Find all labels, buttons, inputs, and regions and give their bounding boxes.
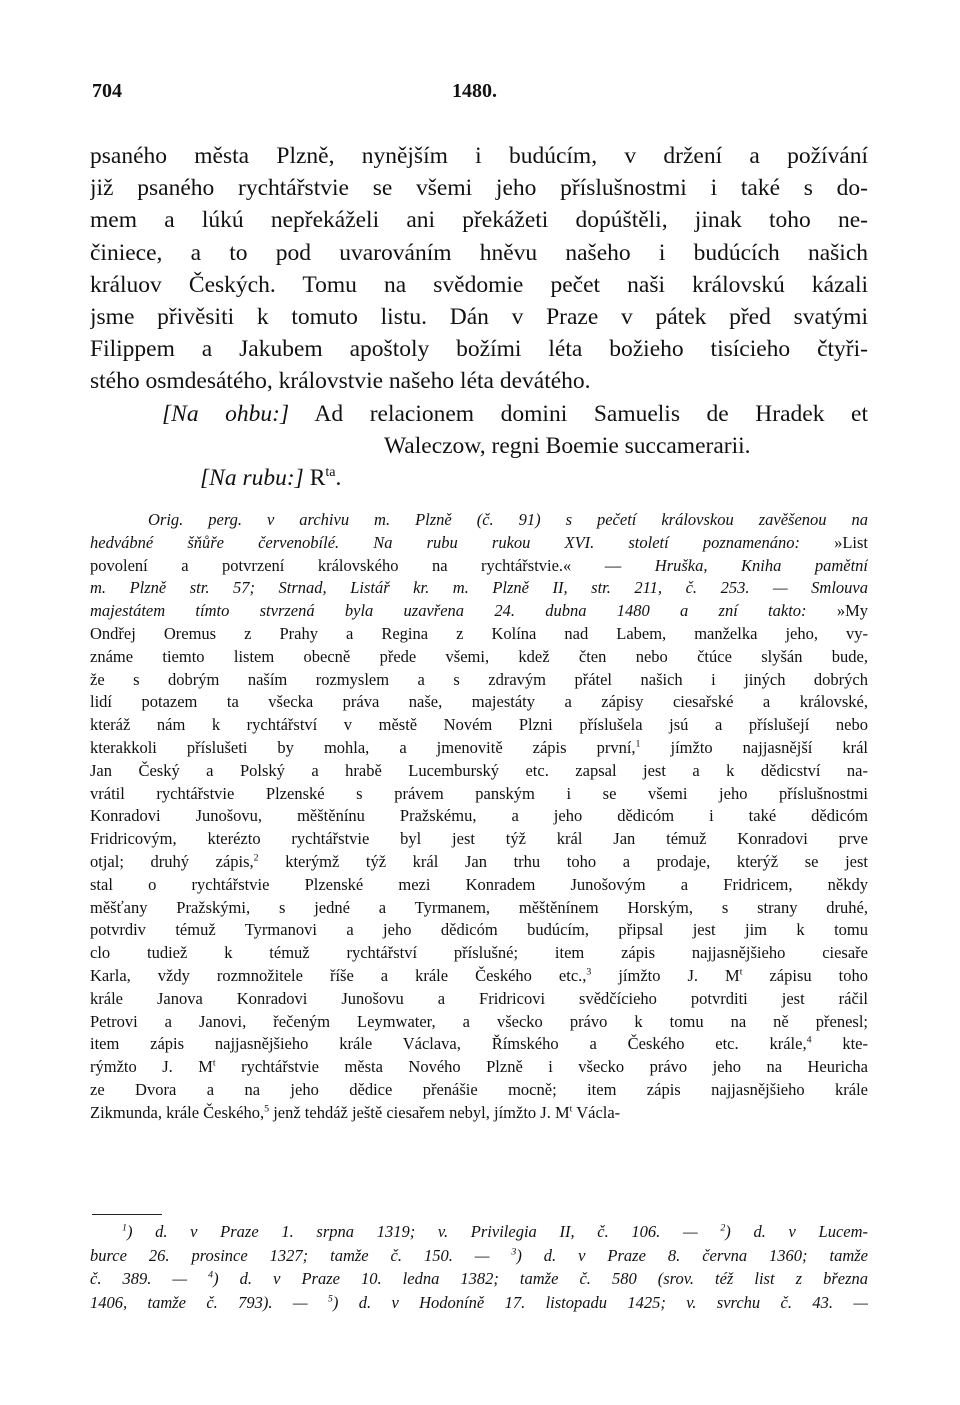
registration-line xyxy=(200,462,868,494)
note-line: Jan Český a Polský a hrabě Lucemburský etc. zapsal jest a k dědicství na- xyxy=(90,760,868,780)
registration-label: [Na rubu:] xyxy=(200,464,304,491)
note-line: ze Dvora a na jeho dědice přenášie mocně; item zápis najjasnějšieho krále xyxy=(90,1079,868,1099)
note-text: jímžto najjasnější král xyxy=(640,737,868,757)
footnote-line xyxy=(90,1244,868,1268)
note-text: rychtářstvie města Nového Plzně i všecko právo jeho na Heuricha xyxy=(215,1057,868,1077)
note-line xyxy=(90,555,868,578)
note-text: »My xyxy=(806,601,868,621)
note-text: zápisu toho xyxy=(742,965,868,985)
note-italic: m. Plzně str. 57; Strnad, Listář kr. m. Plzně II, str. 211, č. 253. — Smlouva xyxy=(90,578,868,598)
note-line: vrátil rychtářstvie Plzenské s právem panským i se všemi jeho příslušnostmi xyxy=(90,783,868,803)
text-line: králuov Českých. Tomu na svědomie pečet naši královskú kázali xyxy=(90,271,868,298)
note-line: krále Janova Konradovi Junošovu a Fridricovi svědčícieho potvrditi jest ráčil xyxy=(90,988,868,1008)
note-text: kterýmž týž král Jan trhu toho a prodaje, kterýž se jest xyxy=(258,851,868,871)
note-text: jenž tehdáž ještě ciesařem nebyl, jímžto J. M xyxy=(269,1102,570,1122)
note-line: že s dobrým naším rozmyslem a s zdravým přátel našich i jiných dobrých xyxy=(90,669,868,689)
note-text: »List xyxy=(799,532,868,552)
text-line: činiece, a to pod uvarováním hněvu našeho i budúcích našich xyxy=(90,239,868,266)
registration-mark: R xyxy=(309,464,326,491)
note-line xyxy=(90,600,868,623)
note-line: Ondřej Oremus z Prahy a Regina z Kolína nad Labem, manželka jeho, vy- xyxy=(90,623,868,643)
note-line xyxy=(90,851,868,874)
note-line: známe tiemto listem obecně přede všemi, kdež čten nebo čtúce slyšán bude, xyxy=(90,646,868,666)
note-text: item zápis najjasnějšieho krále Václava, Římského a Českého etc. krále, xyxy=(90,1034,807,1054)
footnote-marker: 1 xyxy=(122,1222,127,1234)
text-line: Filippem a Jakubem apoštoly božími léta božieho tisícieho čtyři- xyxy=(90,336,868,363)
note-text: otjal; druhý zápis, xyxy=(90,851,254,871)
note-text: rýmžto J. M xyxy=(90,1057,213,1077)
note-text: Zikmunda, krále Českého, xyxy=(90,1102,265,1122)
footnote-marker: 3 xyxy=(511,1246,517,1258)
note-line xyxy=(90,737,868,760)
abbrev-sup: t xyxy=(212,1057,216,1069)
note-line xyxy=(90,532,868,555)
note-text: kte- xyxy=(811,1034,868,1054)
registration-sup: ta xyxy=(325,464,336,481)
abbrev-sup: t xyxy=(739,966,743,978)
signature-line xyxy=(162,398,868,430)
note-line xyxy=(90,1102,868,1125)
footnote-ref[interactable]: 3 xyxy=(586,966,592,978)
note-line: kteráž nám k rychtářství v městě Novém Plzni příslušela jsú a příslušejí nebo xyxy=(90,715,868,735)
text-line: jsme přivěsiti k tomuto listu. Dán v Praze v pátek před svatými xyxy=(90,303,868,330)
footnote-text: burce 26. prosince 1327; tamže č. 150. — xyxy=(90,1245,512,1265)
text-line: stého osmdesátého, královstvie našeho léta devátého. xyxy=(90,368,591,395)
note-line xyxy=(90,965,868,988)
registration-end: . xyxy=(335,464,342,491)
footnote-divider xyxy=(92,1214,162,1215)
footnote-text: ) d. v Praze 1. srpna 1319; v. Privilegia II, č. 106. — xyxy=(126,1222,721,1241)
note-line: potvrdiv témuž Tyrmanovi a jeho dědicóm budúcím, připsal jest jim k tomu xyxy=(90,920,868,940)
footnote-text: 1406, tamže č. 793). — xyxy=(90,1292,328,1312)
note-line xyxy=(90,509,868,532)
note-line: Konradovi Junošovu, měštěnínu Pražskému, a jeho dědicóm i také dědicóm xyxy=(90,806,868,826)
footnote-ref[interactable]: 2 xyxy=(253,852,259,864)
footnote-line xyxy=(90,1291,868,1315)
note-line: lidí potazem ta všecka práva naše, majestáty a zápisy ciesařské a královské, xyxy=(90,692,868,712)
note-line xyxy=(90,1056,868,1079)
note-text: Karla, vždy rozmnožitele říše a krále Českého etc., xyxy=(90,965,587,985)
note-line: Fridricovým, kterézto rychtářstvie byl jest týž král Jan témuž Konradovi prve xyxy=(90,829,868,849)
footnote-text: ) d. v Praze 8. června 1360; tamže xyxy=(516,1245,868,1265)
note-text: kterakkoli příslušeti by mohla, a jmenovitě zápis první, xyxy=(90,737,636,757)
footnote-text: ) d. v Praze 10. ledna 1382; tamže č. 580 (srov. též list z března xyxy=(213,1269,868,1289)
footnote-text: č. 389. — xyxy=(90,1269,209,1289)
footnote-line xyxy=(90,1220,868,1244)
editorial-notes xyxy=(90,509,868,1125)
note-line: stal o rychtářstvie Plzenské mezi Konradem Junošovým a Fridricem, někdy xyxy=(90,874,868,894)
note-italic: Orig. perg. v archivu m. Plzně (č. 91) s pečetí královskou zavěšenou na xyxy=(148,510,868,529)
footnote-text: ) d. v Lucem- xyxy=(725,1222,868,1241)
text-line: psaného města Plzně, nynějším i budúcím, v držení a požívání xyxy=(90,143,868,169)
footnote-marker: 2 xyxy=(720,1222,726,1234)
page-number: 704 xyxy=(92,80,122,102)
note-text: povolení a potvrzení královského na rychtářstvie.« — xyxy=(90,555,655,575)
signature-text: Ad relacionem domini Samuelis de Hradek et xyxy=(314,400,868,427)
note-line: Petrovi a Janovi, řečeným Leymwater, a všecko právo k tomu na ně přenesl; xyxy=(90,1011,868,1031)
abbrev-sup: t xyxy=(569,1103,573,1115)
note-line: clo tudiež k témuž rychtářství příslušné; item zápis najjasnějšieho ciesaře xyxy=(90,943,868,963)
footnote-marker: 4 xyxy=(208,1269,214,1281)
charter-text xyxy=(90,140,868,494)
footnote-line xyxy=(90,1267,868,1291)
footnote-ref[interactable]: 4 xyxy=(806,1034,812,1046)
signature-line: Waleczow, regni Boemie succamerarii. xyxy=(384,432,751,459)
note-line: měšťany Pražskými, s jedné a Tyrmanem, měštěnínem Horským, s strany druhé, xyxy=(90,897,868,917)
text-line: již psaného rychtářstvie se všemi jeho příslušnostmi i také s do- xyxy=(90,175,868,202)
footnote-text: ) d. v Hodoníně 17. listopadu 1425; v. svrchu č. 43. — xyxy=(332,1292,868,1312)
signature-label: [Na ohbu:] xyxy=(162,400,290,427)
page-header-year: 1480. xyxy=(452,80,497,102)
note-text: Václa- xyxy=(572,1102,621,1122)
note-italic: hedvábné šňůře červenobílé. Na rubu rukou XVI. století poznamenáno: xyxy=(90,532,800,552)
text-line: mem a lúkú nepřekáželi ani překážeti dopúštěli, jinak toho ne- xyxy=(90,207,868,234)
note-line xyxy=(90,1033,868,1056)
note-italic: Hruška, Kniha pamětní xyxy=(654,555,868,575)
footnote-ref[interactable]: 1 xyxy=(635,738,641,750)
footnotes xyxy=(90,1220,868,1314)
footnote-ref[interactable]: 5 xyxy=(264,1103,270,1115)
footnote-marker: 5 xyxy=(327,1293,333,1305)
note-text: jímžto J. M xyxy=(591,965,740,985)
note-italic: majestátem tímto stvrzená byla uzavřena 24. dubna 1480 a zní takto: xyxy=(90,601,807,621)
note-line xyxy=(90,577,868,600)
